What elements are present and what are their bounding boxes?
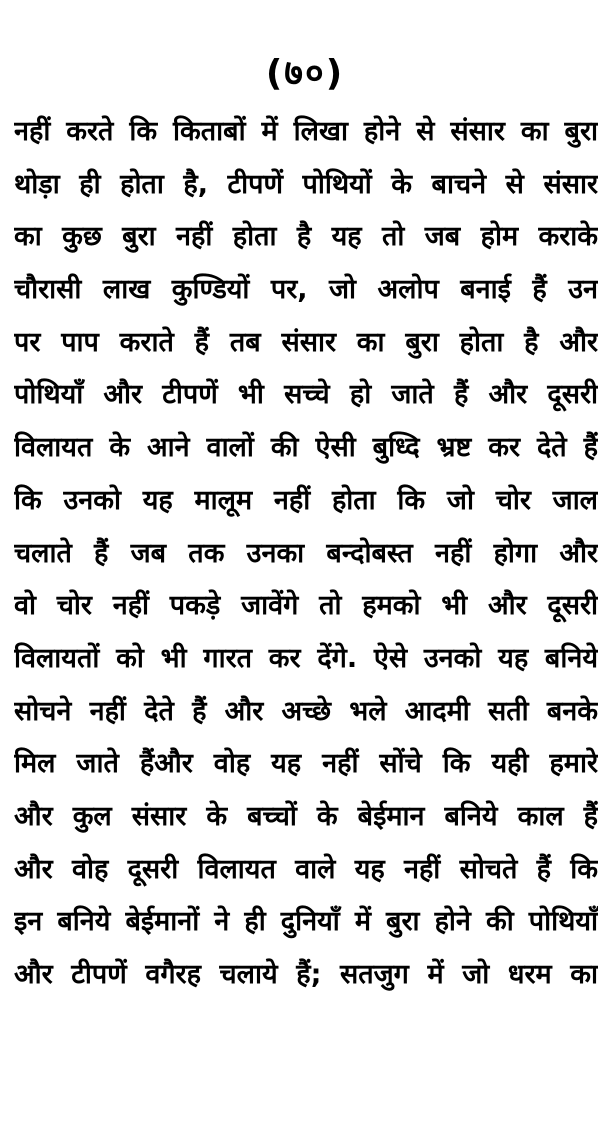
text-line: मिल जाते हैंऔर वोह यह नहीं सोंचे कि यही हमारे	[14, 748, 598, 780]
text-line: पर पाप कराते हैं तब संसार का बुरा होता है और	[14, 326, 598, 358]
text-line: विलायत के आने वालों की ऐसी बुध्दि भ्रष्ट कर देते हैं	[14, 432, 598, 464]
text-line: विलायतों को भी गारत कर देंगे. ऐसे उनको यह बनिये	[14, 642, 598, 674]
text-line: का कुछ बुरा नहीं होता है यह तो जब होम कराके	[14, 221, 598, 253]
body-text	[14, 106, 598, 1002]
text-line: और कुल संसार के बच्चों के बेईमान बनिये काल हैं	[14, 800, 598, 832]
text-line: चलाते हैं जब तक उनका बन्दोबस्त नहीं होगा और	[14, 537, 598, 569]
text-line: इन बनिये बेईमानों ने ही दुनियाँ में बुरा होने की पोथियाँ	[14, 906, 598, 938]
page-number: (७०)	[265, 53, 345, 94]
text-line: चौरासी लाख कुण्डियों पर, जो अलोप बनाई हैं उन	[14, 274, 598, 306]
text-line: पोथियाँ और टीपणें भी सच्चे हो जाते हैं और दूसरी	[14, 379, 598, 411]
text-line: कि उनको यह मालूम नहीं होता कि जो चोर जाल	[14, 484, 598, 516]
text-line: और वोह दूसरी विलायत वाले यह नहीं सोचते हैं कि	[14, 853, 598, 885]
text-line: और टीपणें वगैरह चलाये हैं; सतजुग में जो धरम का	[14, 959, 598, 990]
text-line: वो चोर नहीं पकड़े जावेंगे तो हमको भी और दूसरी	[14, 590, 598, 622]
text-line: नहीं करते कि किताबों में लिखा होने से संसार का बुरा	[14, 116, 598, 147]
text-line: सोचने नहीं देते हैं और अच्छे भले आदमी सती बनके	[14, 695, 598, 727]
text-line: थोड़ा ही होता है, टीपणें पोथियों के बाचने से संसार	[14, 168, 598, 200]
